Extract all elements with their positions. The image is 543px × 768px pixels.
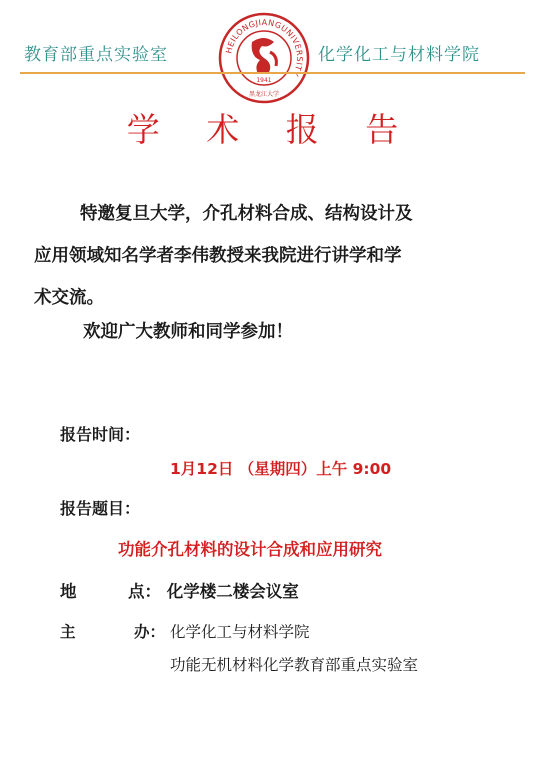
header-divider xyxy=(20,72,525,74)
university-seal-logo xyxy=(218,12,310,104)
place-label-2: 点： xyxy=(128,582,161,601)
header-right-college: 化学化工与材料学院 xyxy=(318,45,480,65)
time-value: 1月12日 （星期四）上午 9:00 xyxy=(170,460,392,478)
seal-ring-text: HEILONGJIANGUNIVERSIT xyxy=(224,17,305,72)
host-label-2: 办： xyxy=(134,622,166,641)
seal-bottom-text: 黑龙江大学 xyxy=(248,91,280,98)
time-label: 报告时间： xyxy=(60,425,141,444)
intro-paragraph xyxy=(34,193,512,319)
intro-line-3: 术交流。 xyxy=(34,288,104,308)
seal-year: 1941 xyxy=(256,77,272,84)
page-title: 学 术 报 告 xyxy=(126,110,417,149)
host-value-1: 化学化工与材料学院 xyxy=(169,623,310,641)
host-row xyxy=(60,620,309,642)
topic-value: 功能介孔材料的设计合成和应用研究 xyxy=(118,540,382,559)
place-row xyxy=(60,578,299,602)
welcome-text: 欢迎广大教师和同学参加！ xyxy=(83,322,293,342)
intro-line-1: 特邀复旦大学，介孔材料合成、结构设计及 xyxy=(80,204,413,224)
topic-label: 报告题目： xyxy=(60,499,141,518)
host-value-2: 功能无机材料化学教育部重点实验室 xyxy=(170,656,419,674)
host-label-1: 主 xyxy=(60,622,76,641)
place-value: 化学楼二楼会议室 xyxy=(166,582,299,601)
intro-line-2: 应用领域知名学者李伟教授来我院进行讲学和学 xyxy=(34,246,402,266)
place-label-1: 地 xyxy=(60,582,77,601)
header-left-lab: 教育部重点实验室 xyxy=(24,45,168,65)
